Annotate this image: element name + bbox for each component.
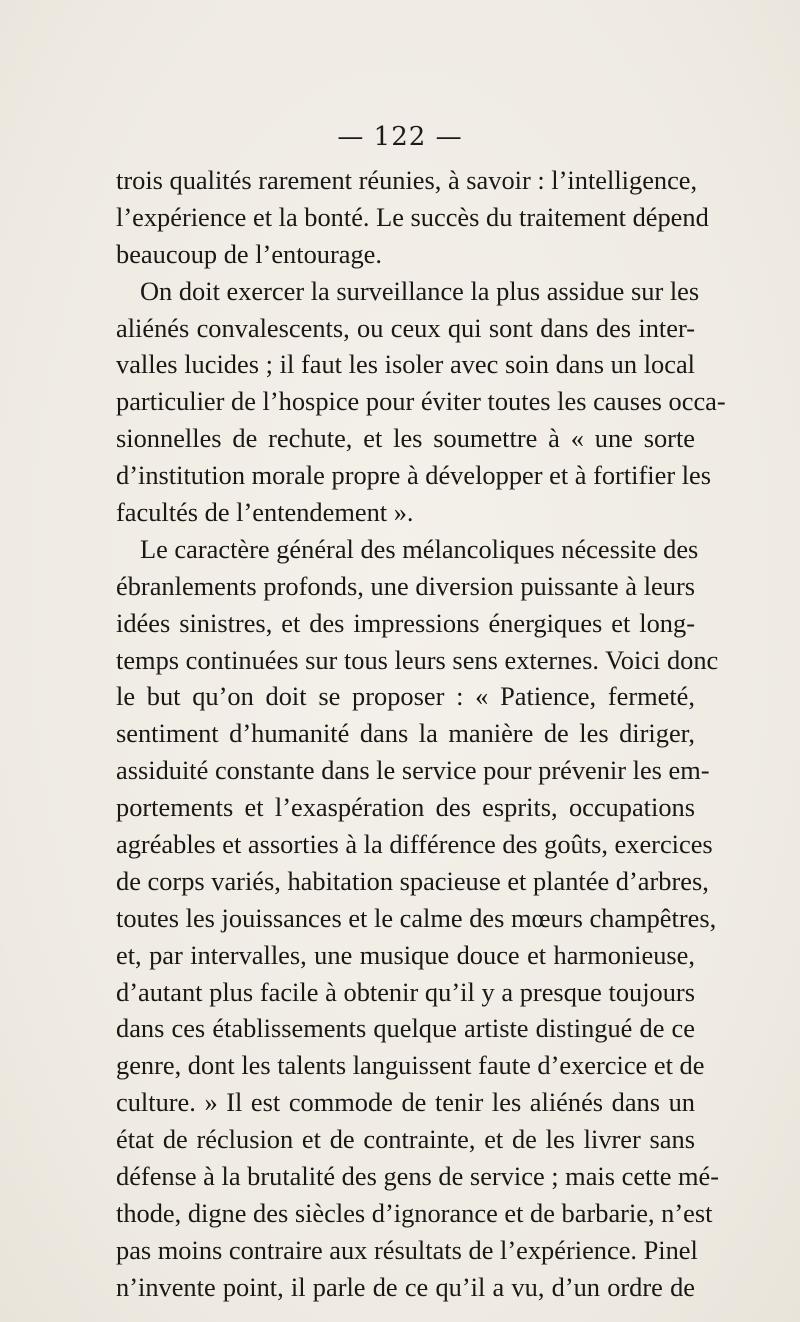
text-line: sionnelles de rechute, et les soumettre à « une sorte: [116, 423, 695, 454]
text-line: défense à la brutalité des gens de service ; mais cette mé-: [116, 1161, 720, 1192]
body-text: [116, 162, 726, 1306]
text-line: d’institution morale propre à développer et à fortifier les: [116, 460, 712, 491]
text-line: de corps variés, habitation spacieuse et plantée d’arbres,: [116, 865, 709, 896]
text-line: ébranlements profonds, une diversion puissante à leurs: [116, 570, 695, 601]
text-line: temps continuées sur tous leurs sens externes. Voici donc: [116, 644, 719, 675]
text-line: n’invente point, il parle de ce qu’il a vu, d’un ordre de: [116, 1271, 695, 1302]
text-line: idées sinistres, et des impressions énergiques et long-: [116, 607, 695, 638]
text-line: genre, dont les talents languissent faute d’exercice et de: [116, 1050, 705, 1081]
text-line: agréables et assorties à la différence des goûts, exercices: [116, 829, 713, 860]
text-line: et, par intervalles, une musique douce et harmonieuse,: [116, 939, 695, 970]
text-line: pas moins contraire aux résultats de l’expérience. Pinel: [116, 1234, 698, 1265]
text-line: thode, digne des siècles d’ignorance et de barbarie, n’est: [116, 1197, 713, 1228]
text-line: culture. » Il est commode de tenir les aliénés dans un: [116, 1087, 695, 1118]
text-line: Le caractère général des mélancoliques nécessite des: [140, 533, 699, 564]
text-line: particulier de l’hospice pour éviter toutes les causes occa-: [116, 386, 726, 417]
text-line: d’autant plus facile à obtenir qu’il y a presque toujours: [116, 976, 695, 1007]
text-line: assiduité constante dans le service pour prévenir les em-: [116, 755, 710, 786]
text-line: dans ces établissements quelque artiste distingué de ce: [116, 1013, 695, 1044]
text-line: le but qu’on doit se proposer : « Patience, fermeté,: [116, 681, 695, 712]
text-line: aliénés convalescents, ou ceux qui sont dans des inter-: [116, 312, 695, 343]
text-line: portements et l’exaspération des esprits, occupations: [116, 792, 695, 823]
text-line: état de réclusion et de contrainte, et de les livrer sans: [116, 1124, 695, 1155]
text-line: beaucoup de l’entourage.: [116, 238, 382, 269]
text-line: facultés de l’entendement ».: [116, 497, 414, 528]
text-line: valles lucides ; il faut les isoler avec soin dans un local: [116, 349, 695, 380]
page-number: — 122 —: [337, 122, 463, 152]
text-line: trois qualités rarement réunies, à savoir : l’intelligence,: [116, 165, 698, 195]
text-line: l’expérience et la bonté. Le succès du traitement dépend: [116, 201, 709, 232]
text-line: sentiment d’humanité dans la manière de les diriger,: [116, 718, 695, 749]
text-line: On doit exercer la surveillance la plus assidue sur les: [140, 275, 700, 306]
text-line: toutes les jouissances et le calme des mœurs champêtres,: [116, 902, 717, 933]
